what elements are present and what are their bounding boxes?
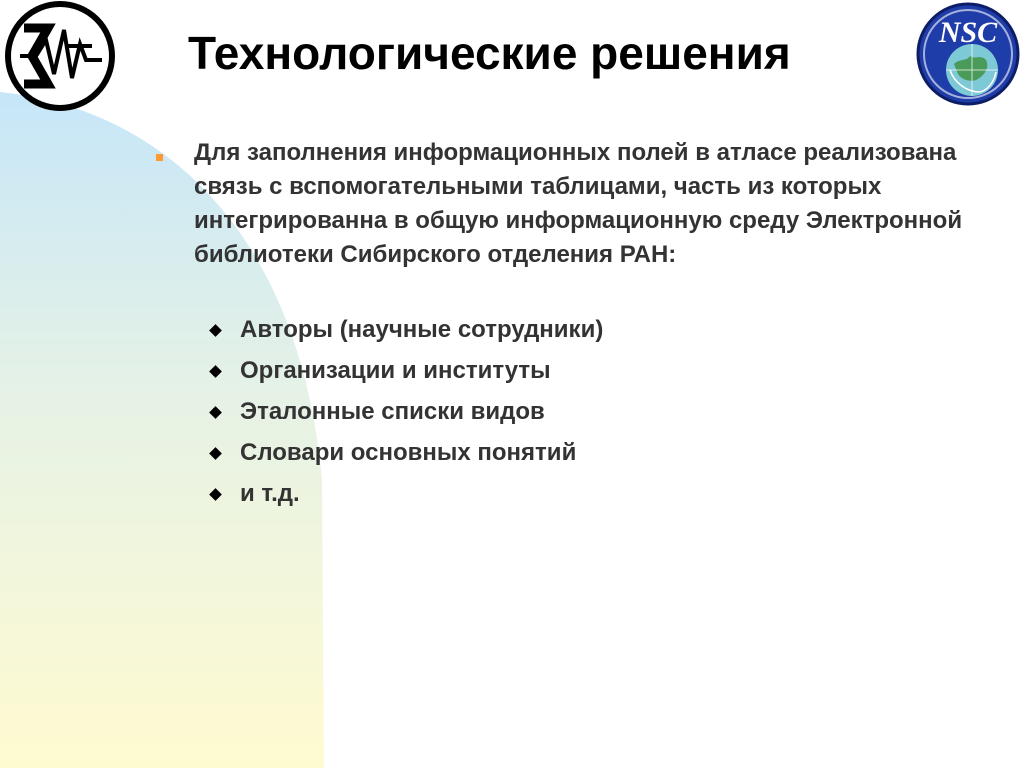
list-item — [208, 476, 603, 517]
nsc-globe-logo — [914, 2, 1024, 108]
diamond-bullet-icon — [209, 324, 222, 337]
slide-title: Технологические решения — [188, 27, 791, 79]
diamond-bullet-icon — [209, 365, 222, 378]
diamond-bullet-icon — [209, 406, 222, 419]
main-point-text: Для заполнения информационных полей в атласе реализована связь с вспомогательными таблицами, часть из которых интегрированна в общую информационную среду Электронной библиотеки Сибирского отделения РАН: — [194, 139, 963, 268]
list-item — [208, 394, 603, 435]
list-item-label: Эталонные списки видов — [240, 398, 545, 425]
list-item-label: Словари основных понятий — [240, 439, 577, 466]
sub-item-list — [208, 312, 603, 517]
list-item-label: Авторы (научные сотрудники) — [240, 316, 604, 343]
diamond-bullet-icon — [209, 447, 222, 460]
list-item-label: и т.д. — [240, 480, 300, 507]
list-item — [208, 312, 603, 353]
list-item — [208, 353, 603, 394]
list-item — [208, 435, 603, 476]
diamond-bullet-icon — [209, 488, 222, 501]
nsc-logo-text: NSC — [938, 16, 998, 49]
list-item-label: Организации и институты — [240, 357, 551, 384]
main-bullet-square-icon — [156, 154, 163, 161]
sigma-wave-logo — [2, 0, 118, 112]
